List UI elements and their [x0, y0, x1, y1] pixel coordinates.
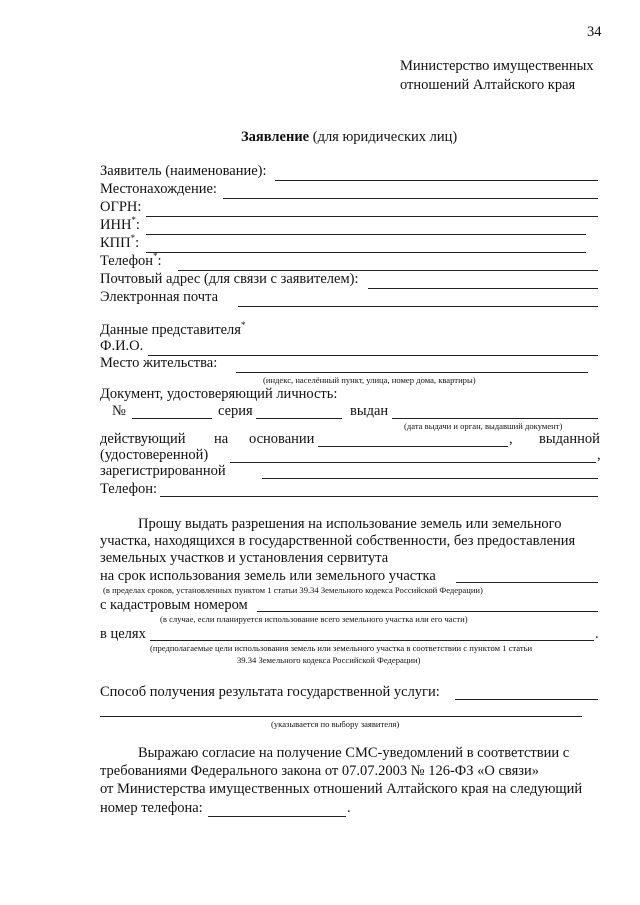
- request-line3: земельных участков и установления сервитута: [100, 550, 389, 566]
- acting-word-2: на: [214, 431, 229, 447]
- result-method-field[interactable]: [455, 699, 598, 700]
- acting-word-4: выданной: [539, 431, 600, 447]
- email-label: Электронная почта: [100, 289, 219, 305]
- page-number: 34: [587, 24, 602, 40]
- term-field[interactable]: [456, 582, 598, 583]
- location-label: Местонахождение:: [100, 181, 217, 197]
- basis-field[interactable]: [318, 446, 508, 447]
- phone-colon: :: [157, 253, 162, 269]
- result-method-field-2[interactable]: [100, 716, 582, 717]
- phone-text: Телефон: [100, 253, 153, 269]
- inn-field[interactable]: [146, 234, 586, 235]
- certified-comma: ,: [597, 447, 601, 463]
- series-field[interactable]: [256, 418, 342, 419]
- representative-phone-field[interactable]: [160, 496, 598, 497]
- inn-label: [100, 217, 140, 234]
- certified-label: (удостоверенной): [100, 447, 209, 463]
- addressee-line2: отношений Алтайского края: [400, 77, 576, 93]
- issued-field[interactable]: [392, 418, 598, 419]
- title-rest: (для юридических лиц): [309, 129, 458, 145]
- purpose-dot: .: [595, 626, 599, 642]
- cadastral-field[interactable]: [257, 611, 598, 612]
- request-line1: Прошу выдать разрешения на использование земель или земельного: [138, 516, 562, 532]
- certified-field[interactable]: [230, 462, 596, 463]
- representative-heading-text: Данные представителя: [100, 322, 241, 338]
- inn-colon: :: [135, 217, 140, 233]
- purpose-field[interactable]: [150, 640, 594, 641]
- purpose-hint-line2: 39.34 Земельного кодекса Российской Федерации): [237, 655, 421, 665]
- result-method-hint: (указывается по выбору заявителя): [271, 719, 400, 729]
- sms-phone-field[interactable]: [208, 816, 346, 817]
- document-title: [241, 129, 457, 146]
- sms-line3: от Министерства имущественных отношений Алтайского края на следующий: [100, 781, 583, 797]
- fio-label: Ф.И.О.: [100, 338, 144, 354]
- residence-field[interactable]: [236, 372, 588, 373]
- ogrn-field[interactable]: [146, 216, 598, 217]
- registered-field[interactable]: [262, 478, 598, 479]
- sms-dot: .: [347, 800, 351, 816]
- acting-comma: ,: [509, 431, 513, 447]
- representative-phone-label: Телефон:: [100, 481, 158, 497]
- kpp-colon: :: [135, 235, 140, 251]
- applicant-label: Заявитель (наименование):: [100, 163, 267, 179]
- postal-field[interactable]: [368, 288, 598, 289]
- id-document-label: Документ, удостоверяющий личность:: [100, 386, 338, 402]
- kpp-field[interactable]: [146, 252, 586, 253]
- kpp-text: КПП: [100, 235, 131, 251]
- sms-line1: Выражаю согласие на получение СМС-уведомлений в соответствии с: [138, 745, 570, 761]
- residence-label: Место жительства:: [100, 355, 218, 371]
- series-label: серия: [218, 403, 253, 419]
- phone-asterisk: *: [153, 251, 158, 262]
- email-field[interactable]: [238, 306, 598, 307]
- number-label: №: [112, 403, 126, 419]
- ogrn-label: ОГРН:: [100, 199, 142, 215]
- representative-asterisk: *: [240, 320, 246, 331]
- representative-heading: [100, 322, 245, 339]
- term-hint: (в пределах сроков, установленных пунктом 1 статьи 39.34 Земельного кодекса Российской Федерации): [103, 585, 483, 595]
- sms-line2: требованиями Федерального закона от 07.07.2003 № 126-ФЗ «О связи»: [100, 763, 539, 779]
- issued-label: выдан: [350, 403, 389, 419]
- location-field[interactable]: [223, 198, 598, 199]
- term-label: на срок использования земель или земельного участка: [100, 568, 436, 584]
- result-method-label: Способ получения результата государственной услуги:: [100, 684, 440, 700]
- addressee-line1: Министерство имущественных: [400, 58, 594, 74]
- cadastral-hint: (в случае, если планируется использование всего земельного участка или его части): [160, 614, 468, 624]
- request-line2: участка, находящихся в государственной собственности, без предоставления: [100, 533, 576, 549]
- registered-label: зарегистрированной: [100, 463, 226, 479]
- cadastral-label: с кадастровым номером: [100, 597, 248, 613]
- applicant-field[interactable]: [275, 180, 598, 181]
- inn-asterisk: *: [131, 215, 136, 226]
- sms-line4: номер телефона:: [100, 800, 203, 816]
- residence-hint: (индекс, населённый пункт, улица, номер дома, квартиры): [263, 375, 476, 385]
- kpp-label: [100, 235, 139, 252]
- number-field[interactable]: [132, 418, 212, 419]
- inn-text: ИНН: [100, 217, 132, 233]
- issued-hint: (дата выдачи и орган, выдавший документ): [404, 421, 563, 431]
- kpp-asterisk: *: [130, 233, 136, 244]
- phone-label: [100, 253, 162, 270]
- acting-word-3: основании: [249, 431, 315, 447]
- acting-word-1: действующий: [100, 431, 186, 447]
- purpose-label: в целях: [100, 626, 146, 642]
- postal-label: Почтовый адрес (для связи с заявителем):: [100, 271, 359, 287]
- purpose-hint-line1: (предполагаемые цели использования земель или земельного участка в соответствии с пунктом 1 статьи: [150, 643, 533, 653]
- title-bold: Заявление: [241, 129, 310, 145]
